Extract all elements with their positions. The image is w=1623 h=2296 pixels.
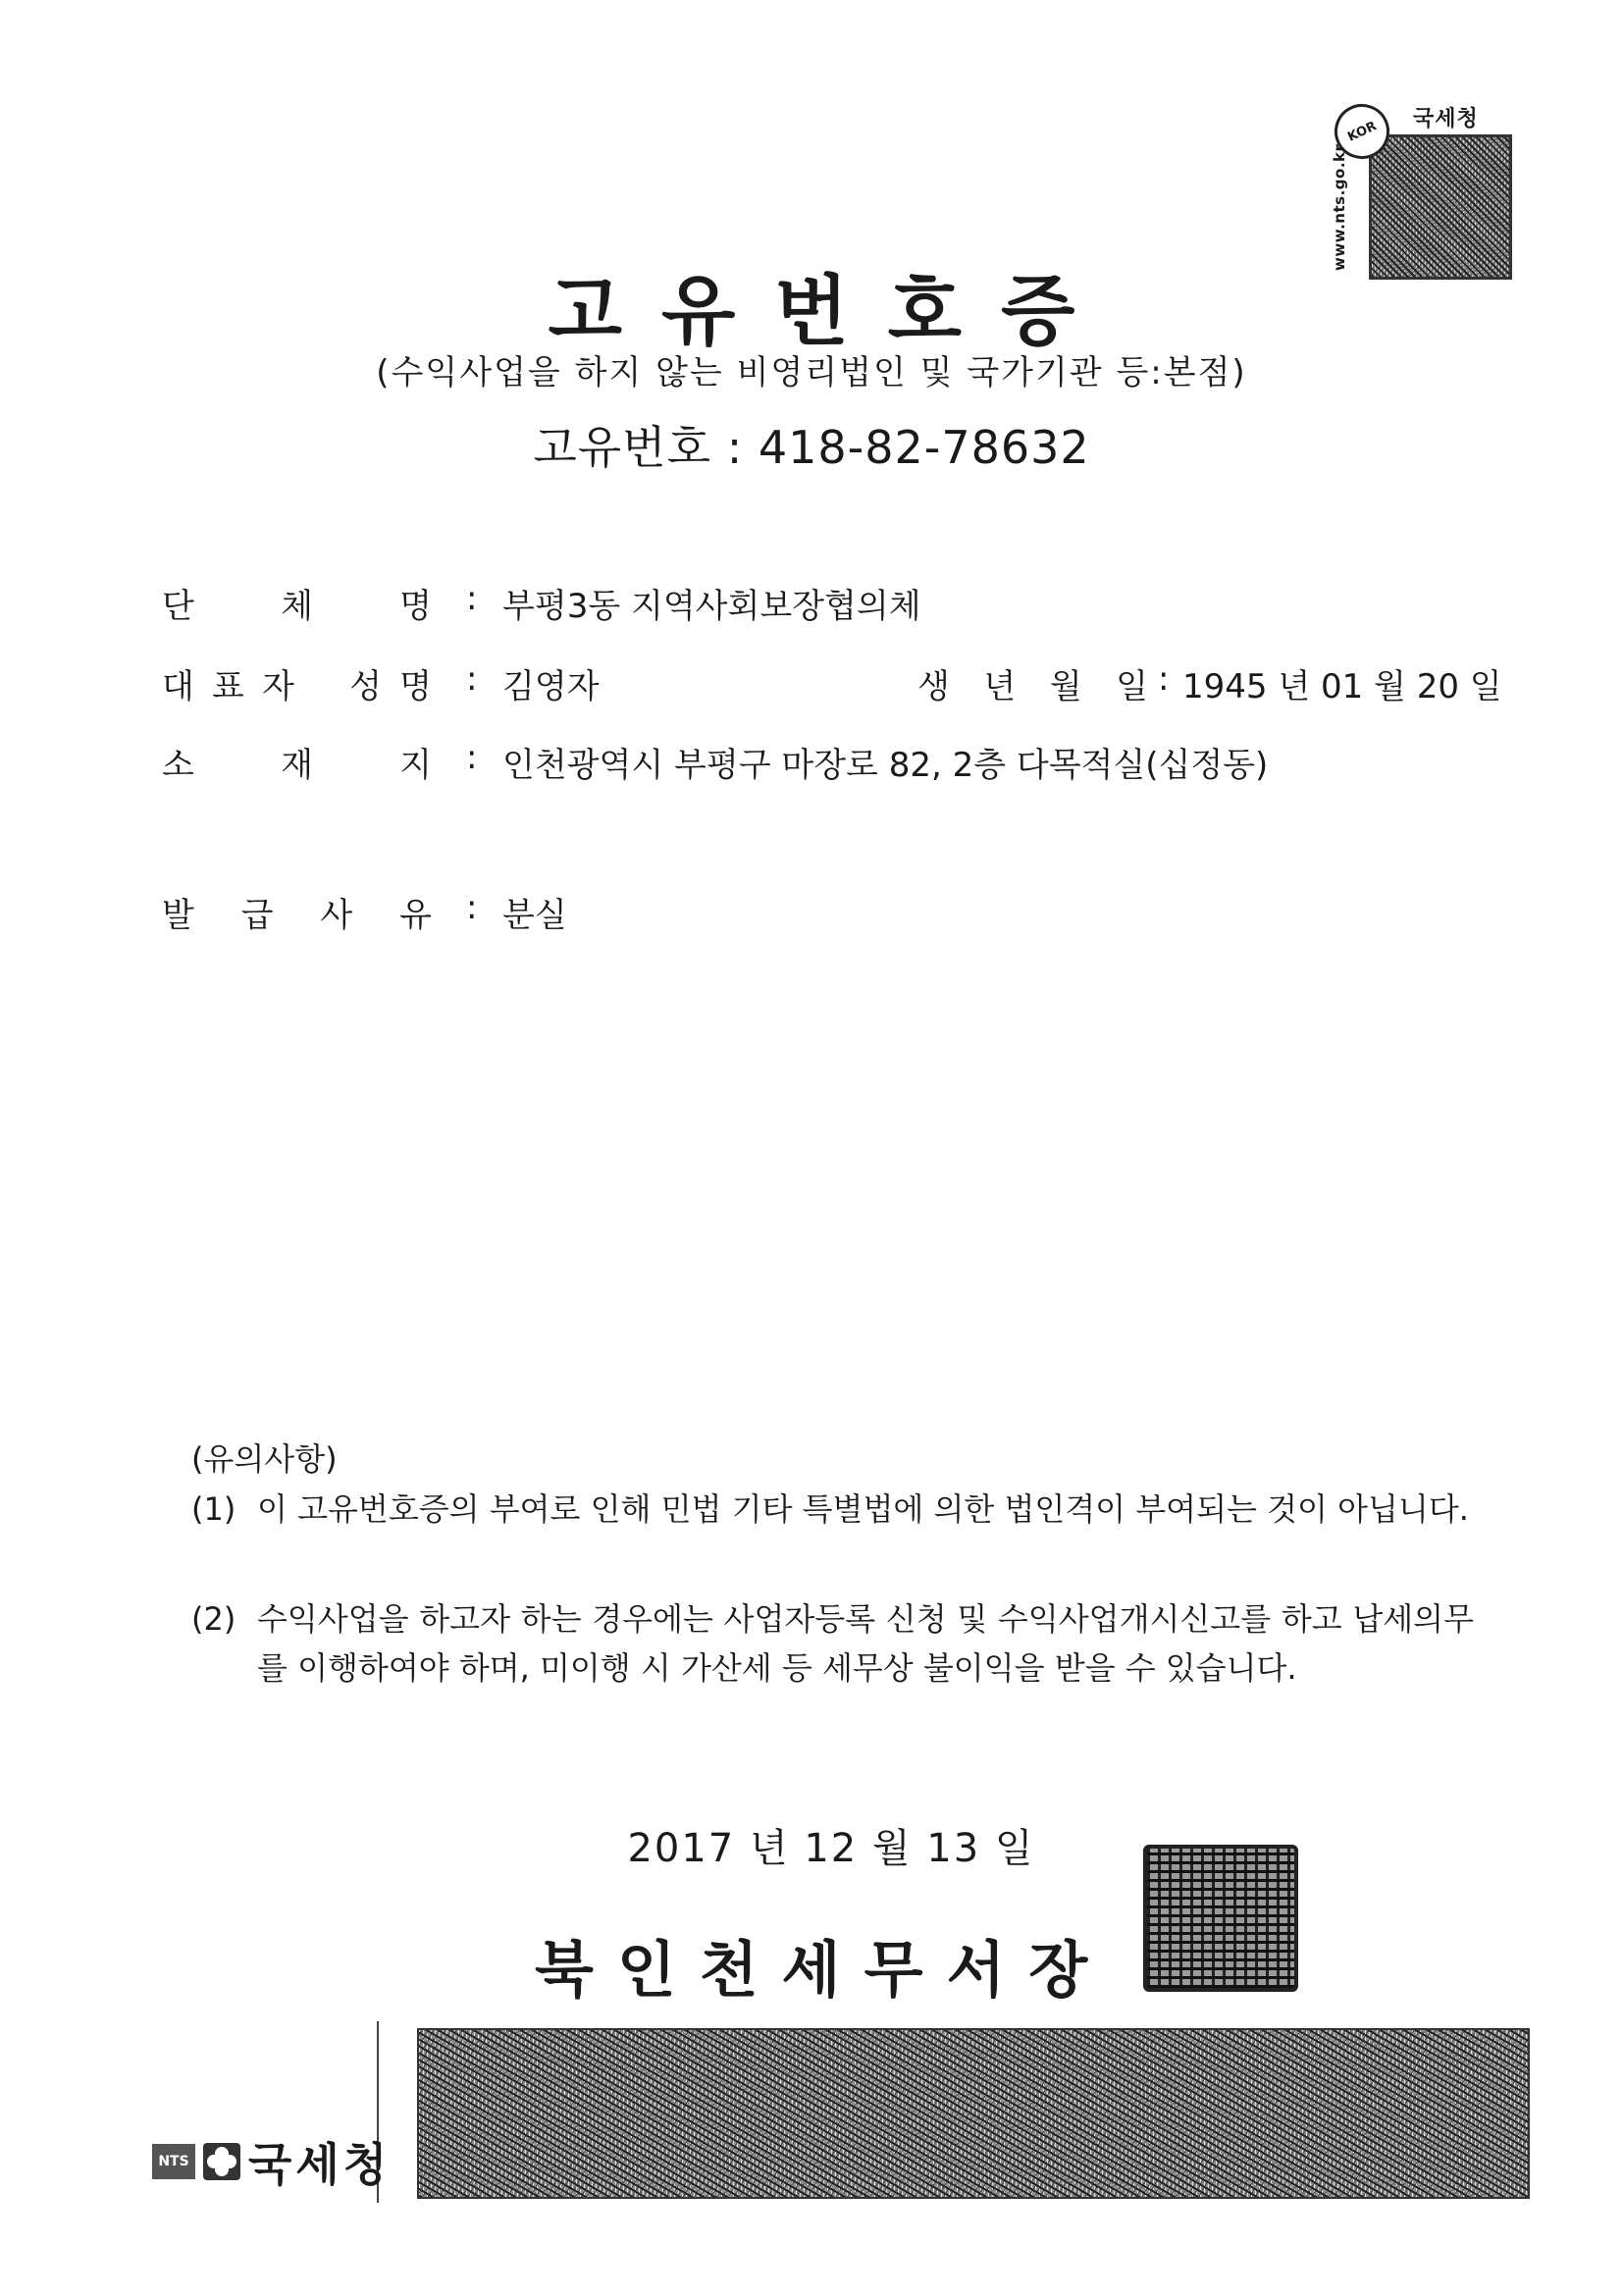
label-char: 지 (399, 746, 432, 785)
field-location (0, 738, 1623, 787)
notes-heading: (유의사항) (191, 1440, 338, 1478)
label-char: 성 (349, 667, 382, 706)
field-location-label (162, 738, 432, 786)
field-birthdate-label (917, 659, 1148, 707)
label-char: 표 (212, 667, 244, 706)
note-number: (1) (191, 1490, 236, 1528)
field-issue-reason-label (162, 888, 432, 936)
field-issue-reason-value: 분실 (502, 896, 567, 935)
label-char: 일 (1116, 667, 1148, 706)
label-char: 발 (162, 896, 194, 935)
label-char: 년 (983, 667, 1017, 706)
id-number-value: 418-82-78632 (758, 421, 1090, 474)
note-item (0, 1594, 1623, 1751)
nts-mark-icon (152, 2144, 195, 2179)
label-char: 대 (162, 667, 194, 706)
label-char: 유 (399, 896, 432, 935)
kor-emblem-text: KOR (1344, 118, 1380, 145)
footer-logo (152, 2129, 391, 2194)
field-colon: : (466, 659, 478, 699)
document-subtitle: (수익사업을 하지 않는 비영리법인 및 국가기관 등:본점) (376, 353, 1247, 392)
field-issue-reason (0, 888, 1623, 937)
id-number-colon: : (726, 421, 759, 474)
security-pattern (417, 2028, 1530, 2199)
label-char: 급 (240, 896, 274, 935)
field-birthdate-value: 1945 년 01 월 20 일 (1182, 667, 1502, 706)
label-char: 자 (262, 667, 294, 706)
badge-agency-name: 국세청 (1413, 107, 1479, 131)
field-colon: : (466, 888, 478, 927)
id-number-line (0, 412, 1623, 477)
field-colon: : (1158, 659, 1170, 699)
flower-emblem-icon (203, 2143, 240, 2180)
official-seal-icon (1143, 1845, 1298, 1992)
footer-agency-name: 국세청 (248, 2138, 392, 2191)
note-text: 수익사업을 하고자 하는 경우에는 사업자등록 신청 및 수익사업개시신고를 하고 납세의무를 이행하여야 하며, 미이행 시 가산세 등 세무상 불이익을 받을 수 있습니다. (257, 1600, 1474, 1687)
label-char: 단 (162, 587, 194, 626)
label-char: 사 (320, 896, 353, 935)
label-char: 명 (399, 667, 432, 706)
issue-date: 2017 년 12 월 13 일 (627, 1826, 1035, 1871)
field-organization-value: 부평3동 지역사회보장협의체 (502, 587, 921, 626)
badge-url: www.nts.go.kr (1331, 143, 1348, 271)
field-location-value: 인천광역시 부평구 마장로 82, 2층 다목적실(십정동) (502, 746, 1269, 785)
field-representative-value: 김영자 (502, 667, 600, 706)
label-char: 재 (281, 746, 313, 785)
field-organization-label (162, 579, 432, 627)
note-text: 이 고유번호증의 부여로 인해 민법 기타 특별법에 의한 법인격이 부여되는 것이 아닙니다. (257, 1490, 1469, 1528)
field-organization (0, 579, 1623, 628)
label-char: 월 (1049, 667, 1082, 706)
document-title: 고유번호증 (548, 268, 1115, 356)
label-char: 체 (281, 587, 313, 626)
field-colon: : (466, 738, 478, 777)
issuer-name: 북인천세무서장 (535, 1934, 1112, 2006)
note-item (0, 1485, 1623, 1592)
nts-mark-text: NTS (158, 2154, 189, 2169)
label-char: 생 (917, 667, 950, 706)
label-char: 명 (399, 587, 432, 626)
field-colon: : (466, 579, 478, 618)
field-representative (0, 659, 1623, 708)
id-number-label: 고유번호 (533, 421, 712, 474)
note-number: (2) (191, 1600, 236, 1638)
field-representative-label (162, 659, 432, 707)
label-char: 소 (162, 746, 194, 785)
